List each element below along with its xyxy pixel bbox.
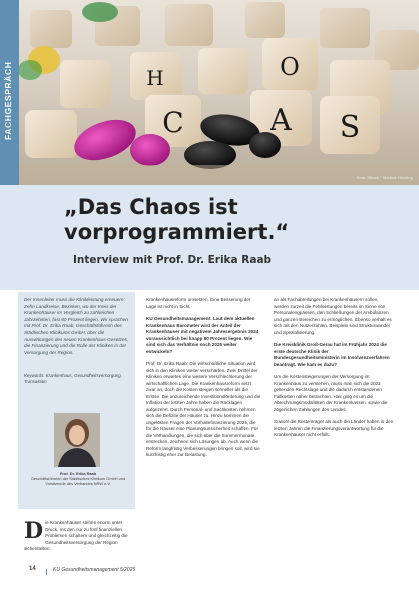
portrait-illustration <box>54 413 100 467</box>
section-tab <box>0 0 19 185</box>
intro-lead: Der Innenleiter muss die Klinikleistung erneuern: Zehn Landkreise, Bezirken, wo der Kreis der Krankenhäuser im Vergleich zu zahlreichen Jahrzehnten, fast 80 Prozent liegen. Wir sprachen mit Prof. Dr. Erika Raab, Geschäftsführerin des Städtischen Klinikums GmbH, über die Auswirkungen des neuen Krankenhaus-Gesetzes, die Finanzierung und die Rolle der Kliniken in der Versorgung der Region. <box>24 297 129 355</box>
cube-letter-a: A <box>270 103 292 138</box>
col2-paragraph: Krankenhausreform umsetzen. Eine Besserung der Lage ist nicht in Sicht. <box>146 297 251 309</box>
article-headline: „Das Chaos ist vorprogrammiert.“ <box>64 195 290 244</box>
letter-cubes-illustration <box>0 0 419 185</box>
article-column-2 <box>146 297 261 465</box>
col3-paragraph: Sowohl die Kostenträger als auch die Länder haben in den letzten Jahren die Finanzierungsverantwortung für die Krankenhäuser nicht erfüllt. <box>274 419 394 437</box>
cube-letter-h: H <box>146 66 164 90</box>
article-subheadline: Interview mit Prof. Dr. Erika Raab <box>73 254 272 266</box>
portrait-caption-role: Geschäftsführerin der Städtisches Klinikum GmbH und Vorsitzende des Verbandes NRW e.V. <box>30 476 126 486</box>
page-number: 14 <box>29 566 36 572</box>
col3-paragraph: an als Fachabteilungen bei Krankenhäusern sollen, werden zurzeit die Fehlleistungen bereits im Sinne von Personalengpässen, den Schließungen der Ambulanzen und ganzen Bereichen zu ermöglichen. Ebenso verhält es sich mit den Nutzerzahlen. Beispiele sind Strukturwandel und Spezialisierung. <box>274 297 392 335</box>
journal-name: KU Gesundheitsmanagement 5/2025 <box>53 567 136 573</box>
portrait-caption-name: Prof. Dr. Erika Raab <box>59 471 97 476</box>
article-column-3 <box>274 297 394 445</box>
portrait-caption <box>22 471 134 486</box>
col2-paragraph: KU Gesundheitsmanagement: Laut dem aktuellen Krankenhaus Barometer wird der Anteil der Krankenhäuser mit negativem Jahresergebnis 2024 voraussichtlich bei knapp 80 Prozent liegen. Wie sind sich das Verhältnis noch 2025 weiter entwickeln? <box>146 316 259 354</box>
opening-text: ie Krankenhäuser stehen enorm unter Druck, mit den nur zu fünf finanziellen Problemen schultern und gleichzeitig die Gesundheitsversorgung der Region sicherstellen. <box>24 520 128 551</box>
col3-paragraph: Die Kreisklinik Groß-Gerau hat im Frühjahr 2024 die erste deutsche Klinik der Bundesgesundheitsministerin im Insolvenzverfahren beantragt. Wie kam es dazu? <box>274 342 390 367</box>
footer-divider <box>46 569 47 575</box>
photo-credit: Foto: iStock · Markus Hecking <box>356 175 413 180</box>
intro-column <box>24 297 132 362</box>
page-footer <box>24 566 404 576</box>
cube-letter-s: S <box>339 110 361 145</box>
col2-paragraph: Prof. Dr. Erika Raab: Die wirtschaftliche Situation wird sich in den Kliniken weiter verschärfen. Zwei Drittel der Kliniken erwarten eine weitere Verschlechterung der wirtschaftlichen Lage. Die Krankenhausreform setzt zwar an, doch die Kosten steigen schneller als die Erlöse. Die unzureichende Investitionsförderung und die Inflation der letzten Jahre haben die Rücklagen aufgezehrt. Durch Personal- und Sachkosten nehmen sich die Defizite der Häuser zu. Hinzu kommen die ungelösten Fragen der Vorhaltefinanzierung 2025, die für die Häuser eine Planungsunsicherheit schaffen. Für die Verhandlungen, die sich über die Sommermonate erstrecken, zeichnen sich Lösungen ab. Auch wenn die Reform langfristig Verbesserungen bringen soll, wird sie kurzfristig eher zur Belastung. <box>146 361 261 457</box>
section-tab-label: FACHGESPRÄCH <box>3 61 13 140</box>
col3-paragraph: Um die Kostensteigerungen der Versorgung im Krankenhaus zu verstehen, muss man sich die 2022 geltenden Rechtslage und die dadurch entstandenen Fallkosten näher betrachten. Hier ging es um die Abrechnungsmodalitäten der Krankenkassen, sowie die zögerlichen Zahlungen des Landes. <box>274 374 388 412</box>
cube-letter-o: O <box>280 53 300 81</box>
portrait-photo <box>54 413 100 467</box>
article-opening <box>24 520 136 553</box>
hero-photo <box>0 0 419 185</box>
cube-letter-c: C <box>162 106 184 139</box>
dropcap-letter: D <box>24 518 44 544</box>
keywords: Keywords: Krankenhaus, Gesundheitsversorgung, Transaktion <box>24 373 122 384</box>
